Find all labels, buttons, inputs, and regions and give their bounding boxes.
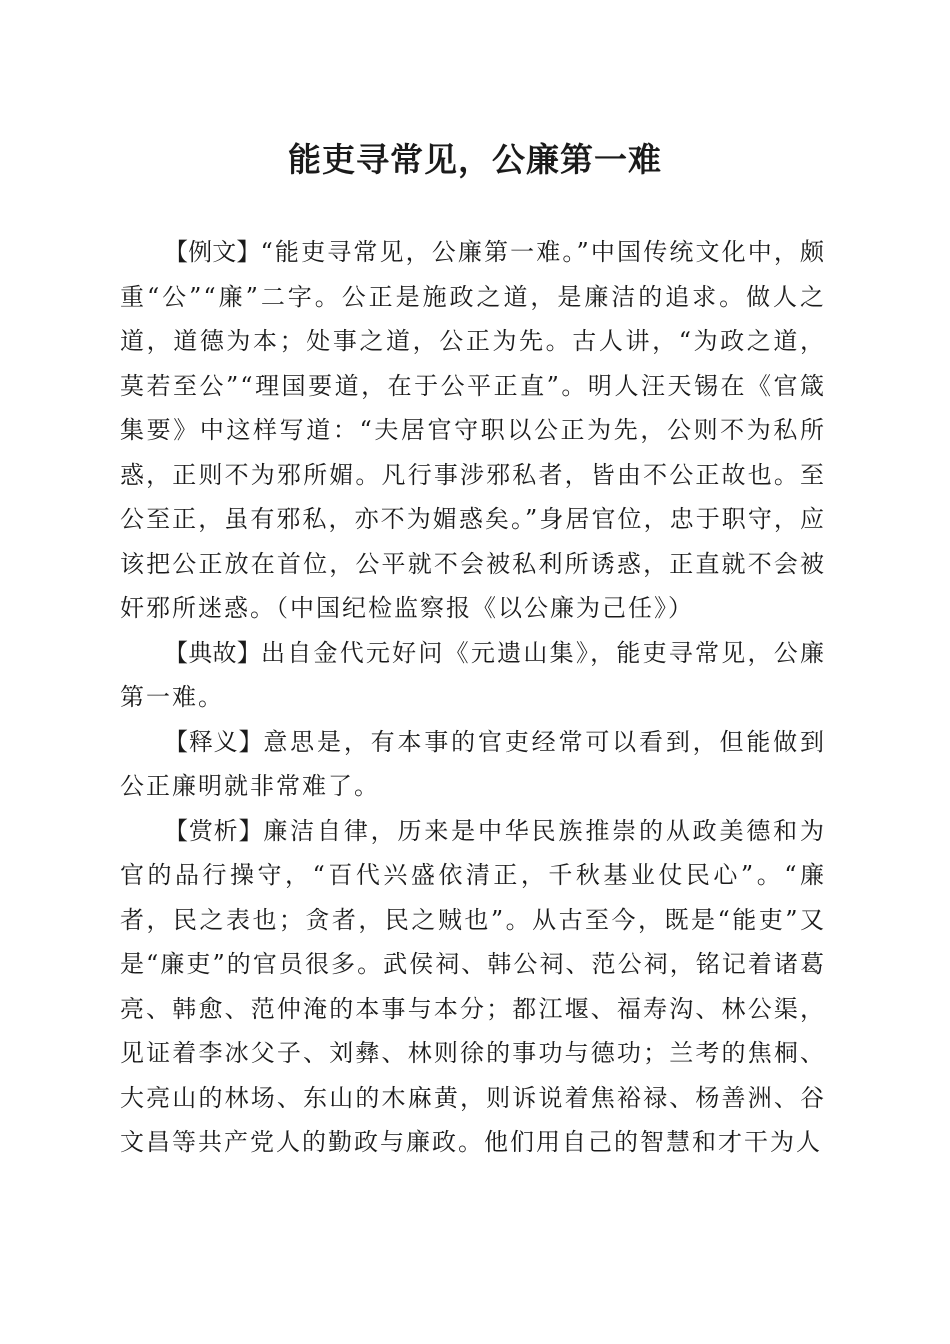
paragraph-meaning	[120, 720, 826, 809]
paragraph-example	[120, 230, 826, 631]
section-tag-allusion: 【典故】	[164, 638, 261, 667]
paragraph-allusion	[120, 631, 826, 720]
paragraph-text: 廉洁自律，历来是中华民族推崇的从政美德和为官的品行操守，“百代兴盛依清正，千秋基业仗民心”。“廉者，民之表也；贪者，民之贼也”。从古至今，既是“能吏”又是“廉吏”的官员很多。武侯祠、韩公祠、范公祠，铭记着诸葛亮、韩愈、范仲淹的本事与本分；都江堰、福寿沟、林公渠，见证着李冰父子、刘彝、林则徐的事功与德功；兰考的焦桐、大亮山的林场、东山的木麻黄，则诉说着焦裕禄、杨善洲、谷文昌等共产党人的勤政与廉政。他们用自己的智慧和才干为人	[120, 816, 827, 1156]
paragraph-appreciation	[120, 809, 826, 1165]
section-tag-meaning: 【释义】	[164, 727, 264, 756]
section-tag-appreciation: 【赏析】	[164, 816, 264, 845]
paragraph-text: 意思是，有本事的官吏经常可以看到，但能做到公正廉明就非常难了。	[120, 727, 827, 800]
page-title: 能吏寻常见，公廉第一难	[288, 140, 662, 179]
article-body	[120, 230, 826, 1165]
paragraph-text: “能吏寻常见，公廉第一难。”中国传统文化中，颇重“公”“廉”二字。公正是施政之道，是廉洁的追求。做人之道，道德为本；处事之道，公正为先。古人讲，“为政之道，莫若至公”“理国要道，在于公平正直”。明人汪天锡在《官箴集要》中这样写道：“夫居官守职以公正为先，公则不为私所惑，正则不为邪所媚。凡行事涉邪私者，皆由不公正故也。至公至正，虽有邪私，亦不为媚惑矣。”身居官位，忠于职守，应该把公正放在首位，公平就不会被私利所诱惑，正直就不会被奸邪所迷惑。（中国纪检监察报《以公廉为己任》）	[120, 238, 826, 622]
section-tag-example: 【例文】	[164, 238, 261, 266]
paragraph-text: 出自金代元好问《元遗山集》，能吏寻常见，公廉第一难。	[120, 638, 827, 711]
